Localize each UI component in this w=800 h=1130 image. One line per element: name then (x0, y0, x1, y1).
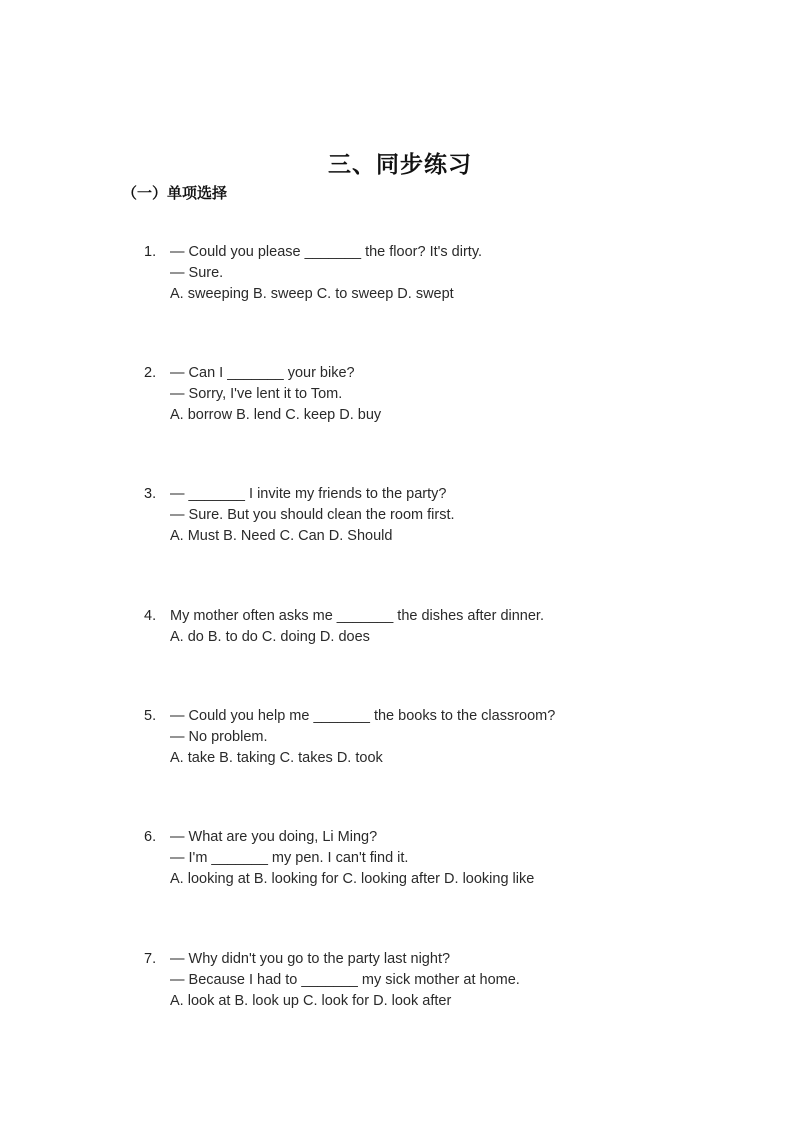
answer-options: A. take B. taking C. takes D. took (170, 750, 383, 766)
question-line: My mother often asks me _______ the dishes after dinner. (170, 608, 544, 624)
answer-options: A. do B. to do C. doing D. does (170, 629, 370, 645)
answer-options: A. look at B. look up C. look for D. look after (170, 993, 452, 1009)
question-line: — Sure. (170, 265, 224, 281)
question-line: — Because I had to _______ my sick mother at home. (170, 972, 520, 988)
question-line: — I'm _______ my pen. I can't find it. (170, 850, 409, 866)
question-line: — No problem. (170, 729, 268, 745)
question-line: — Could you please _______ the floor? It's dirty. (170, 244, 483, 260)
question-line: — Can I _______ your bike? (170, 365, 355, 381)
question-line: — Why didn't you go to the party last night? (170, 951, 451, 967)
question-body (170, 242, 690, 305)
question-body (170, 363, 690, 426)
question-body (170, 484, 690, 547)
question-number: 7. (144, 951, 157, 967)
question-body (170, 949, 690, 1012)
answer-options: A. sweeping B. sweep C. to sweep D. swept (170, 286, 454, 302)
question-number: 4. (144, 608, 157, 624)
question-line: — _______ I invite my friends to the party? (170, 486, 447, 502)
answer-options: A. borrow B. lend C. keep D. buy (170, 407, 382, 423)
question-number: 2. (144, 365, 157, 381)
question-number: 5. (144, 708, 157, 724)
question-body (170, 606, 690, 648)
page-title: 三、同步练习 (328, 151, 472, 178)
section-heading: （一）单项选择 (122, 184, 228, 202)
question-number: 3. (144, 486, 157, 502)
question-body (170, 706, 690, 769)
question-line: — What are you doing, Li Ming? (170, 829, 378, 845)
answer-options: A. Must B. Need C. Can D. Should (170, 528, 393, 544)
question-line: — Could you help me _______ the books to the classroom? (170, 708, 556, 724)
answer-options: A. looking at B. looking for C. looking after D. looking like (170, 871, 535, 887)
question-number: 1. (144, 244, 157, 260)
question-line: — Sorry, I've lent it to Tom. (170, 386, 343, 402)
question-body (170, 827, 690, 890)
question-line: — Sure. But you should clean the room first. (170, 507, 455, 523)
question-number: 6. (144, 829, 157, 845)
